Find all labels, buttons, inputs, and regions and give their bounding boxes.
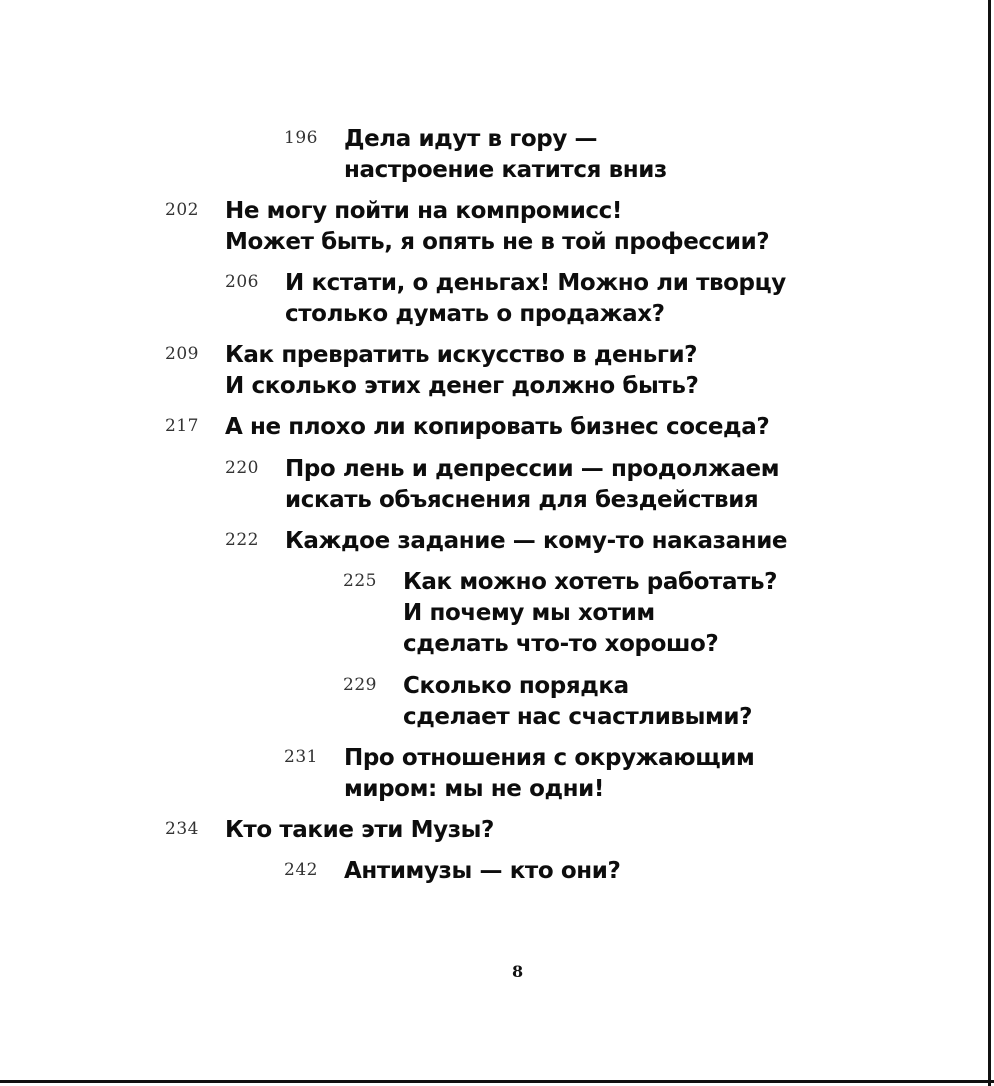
- toc-page-number: 220: [225, 458, 259, 478]
- toc-page-number: 229: [343, 675, 377, 695]
- toc-page-number: 202: [165, 200, 199, 220]
- toc-page-number: 209: [165, 344, 199, 364]
- toc-title-line: Про отношения с окружающим: [344, 745, 755, 771]
- toc-title-line: Не могу пойти на компромисс!: [225, 198, 622, 224]
- toc-title: [225, 340, 698, 402]
- toc-title: [344, 743, 754, 805]
- toc-title: [225, 196, 769, 258]
- toc-title-line: сделать что-то хорошо?: [403, 631, 719, 657]
- toc-title: [285, 268, 786, 330]
- toc-page-number: 217: [165, 416, 199, 436]
- page-number-footer: 8: [512, 962, 524, 981]
- toc-title-line: Дела идут в гору —: [344, 126, 598, 152]
- toc-title-line: А не плохо ли копировать бизнес соседа?: [225, 414, 770, 440]
- toc-page-number: 231: [284, 747, 318, 767]
- toc-title-line: И сколько этих денег должно быть?: [225, 373, 699, 399]
- toc-page-number: 196: [284, 128, 318, 148]
- toc-title: [403, 671, 752, 733]
- page-edge-right: [988, 0, 991, 1086]
- toc-page-number: 242: [284, 860, 318, 880]
- toc-title-line: столько думать о продажах?: [285, 301, 665, 327]
- toc-title-line: Каждое задание — кому-то наказание: [285, 528, 788, 554]
- toc-title-line: искать объяснения для бездействия: [285, 487, 759, 513]
- toc-title-line: И кстати, о деньгах! Можно ли творцу: [285, 270, 786, 296]
- toc-title-line: Как можно хотеть работать?: [403, 569, 778, 595]
- toc-title-line: Антимузы — кто они?: [344, 858, 621, 884]
- toc-title-line: миром: мы не одни!: [344, 776, 604, 802]
- toc-title: [344, 856, 620, 887]
- toc-page-number: 206: [225, 272, 259, 292]
- toc-title-line: И почему мы хотим: [403, 600, 655, 626]
- toc-page-number: 225: [343, 571, 377, 591]
- toc-title: [344, 124, 667, 186]
- toc-page-number: 222: [225, 530, 259, 550]
- toc-page-number: 234: [165, 819, 199, 839]
- toc-title-line: настроение катится вниз: [344, 157, 667, 183]
- toc-title-line: Сколько порядка: [403, 673, 629, 699]
- toc-title-line: Про лень и депрессии — продолжаем: [285, 456, 780, 482]
- toc-title-line: Может быть, я опять не в той профессии?: [225, 229, 770, 255]
- toc-title: [225, 412, 769, 443]
- toc-title: [403, 567, 777, 660]
- toc-title: [285, 526, 787, 557]
- toc-title: [285, 454, 779, 516]
- page-edge-bottom: [0, 1080, 994, 1083]
- toc-title-line: Как превратить искусство в деньги?: [225, 342, 698, 368]
- toc-title-line: Кто такие эти Музы?: [225, 817, 494, 843]
- toc-title-line: сделает нас счастливыми?: [403, 704, 753, 730]
- toc-title: [225, 815, 494, 846]
